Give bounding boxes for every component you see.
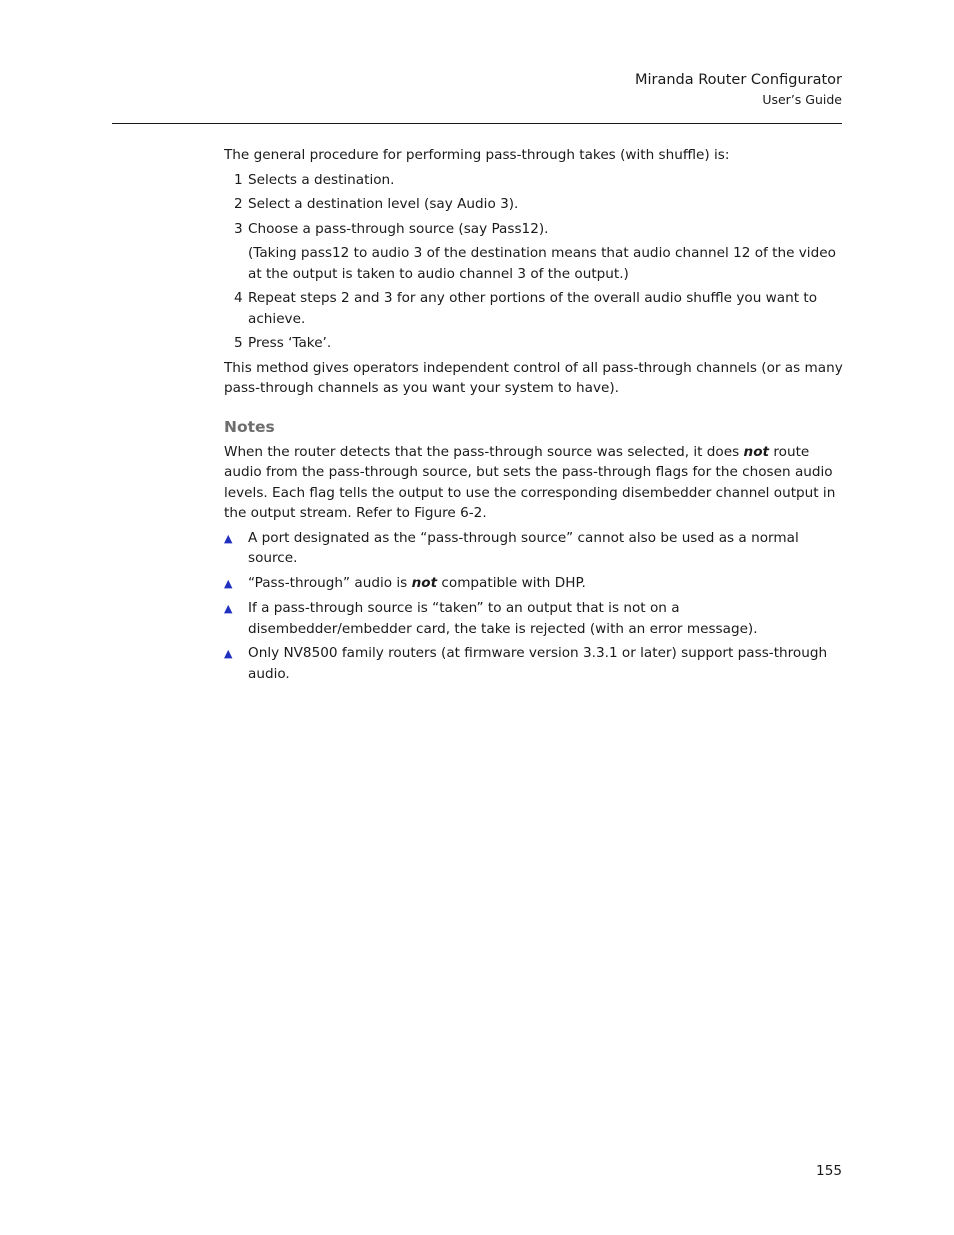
step-text: Press ‘Take’.: [248, 335, 332, 351]
step-note: (Taking pass12 to audio 3 of the destination means that audio channel 12 of the video at the output is taken to audio channel 3 of the output.): [248, 245, 836, 282]
triangle-up-icon: ▲: [224, 647, 233, 660]
step-number: 5: [234, 335, 243, 351]
step-number: 3: [234, 220, 243, 237]
bullet-text: [248, 598, 844, 639]
bullet-text-pre: A port designated as the “pass-through source” cannot also be used as a normal source.: [248, 529, 799, 566]
step-text: Selects a destination.: [248, 171, 395, 188]
step-text: Repeat steps 2 and 3 for any other portions of the overall audio shuffle you want to achieve.: [248, 290, 818, 327]
notes-bullet-list: [224, 528, 844, 685]
page-content: [224, 145, 844, 688]
step-item: [224, 194, 844, 215]
document-subtitle: User’s Guide: [762, 92, 842, 107]
bullet-item: [224, 598, 844, 639]
triangle-up-icon: ▲: [224, 576, 233, 590]
triangle-up-icon: ▲: [224, 602, 233, 615]
notes-text-pre: When the router detects that the pass-through source was selected, it does: [224, 443, 744, 460]
triangle-up-icon: ▲: [224, 531, 233, 545]
step-item: [224, 219, 844, 240]
bullet-text-pre: “Pass-through” audio is: [248, 574, 412, 591]
bullet-item: [224, 573, 844, 595]
step-item: [224, 170, 844, 191]
bullet-text: [248, 573, 844, 595]
intro-paragraph: The general procedure for performing pass-through takes (with shuffle) is:: [224, 147, 730, 163]
bullet-item: [224, 643, 844, 684]
bullet-text-post: compatible with DHP.: [437, 574, 586, 591]
notes-heading: Notes: [224, 417, 275, 436]
notes-emphasis: not: [743, 443, 770, 460]
bullet-text-pre: If a pass-through source is “taken” to an output that is not on a disembedder/embedder card, the take is rejected (with an error message).: [248, 600, 758, 637]
notes-paragraph: [224, 442, 844, 524]
step-text: Choose a pass-through source (say Pass12).: [248, 220, 549, 237]
bullet-emphasis: not: [411, 574, 438, 591]
bullet-text: [248, 643, 844, 684]
document-title: Miranda Router Configurator: [634, 72, 842, 88]
closing-paragraph: This method gives operators independent control of all pass-through channels (or as many pass-through channels as you want your system to have).: [224, 359, 843, 396]
header-divider: [112, 123, 842, 124]
notes-text-post: route audio from the pass-through source, but sets the pass-through flags for the chosen audio levels. Each flag tells the output to use the corresponding disembedder channel output in the output stream. Refer to Figure 6-2.: [224, 443, 836, 521]
bullet-text: [248, 528, 844, 569]
step-text: Select a destination level (say Audio 3).: [248, 196, 519, 212]
bullet-text-pre: Only NV8500 family routers (at firmware version 3.3.1 or later) support pass-through audio.: [248, 645, 828, 682]
step-item: [224, 288, 844, 329]
bullet-item: [224, 528, 844, 569]
procedure-steps: [224, 170, 844, 354]
step-number: 4: [234, 290, 243, 306]
step-number: 2: [234, 196, 243, 212]
step-item: [224, 333, 844, 354]
step-number: 1: [234, 171, 243, 188]
page-header: [635, 70, 842, 109]
page-number: 155: [816, 1163, 842, 1179]
